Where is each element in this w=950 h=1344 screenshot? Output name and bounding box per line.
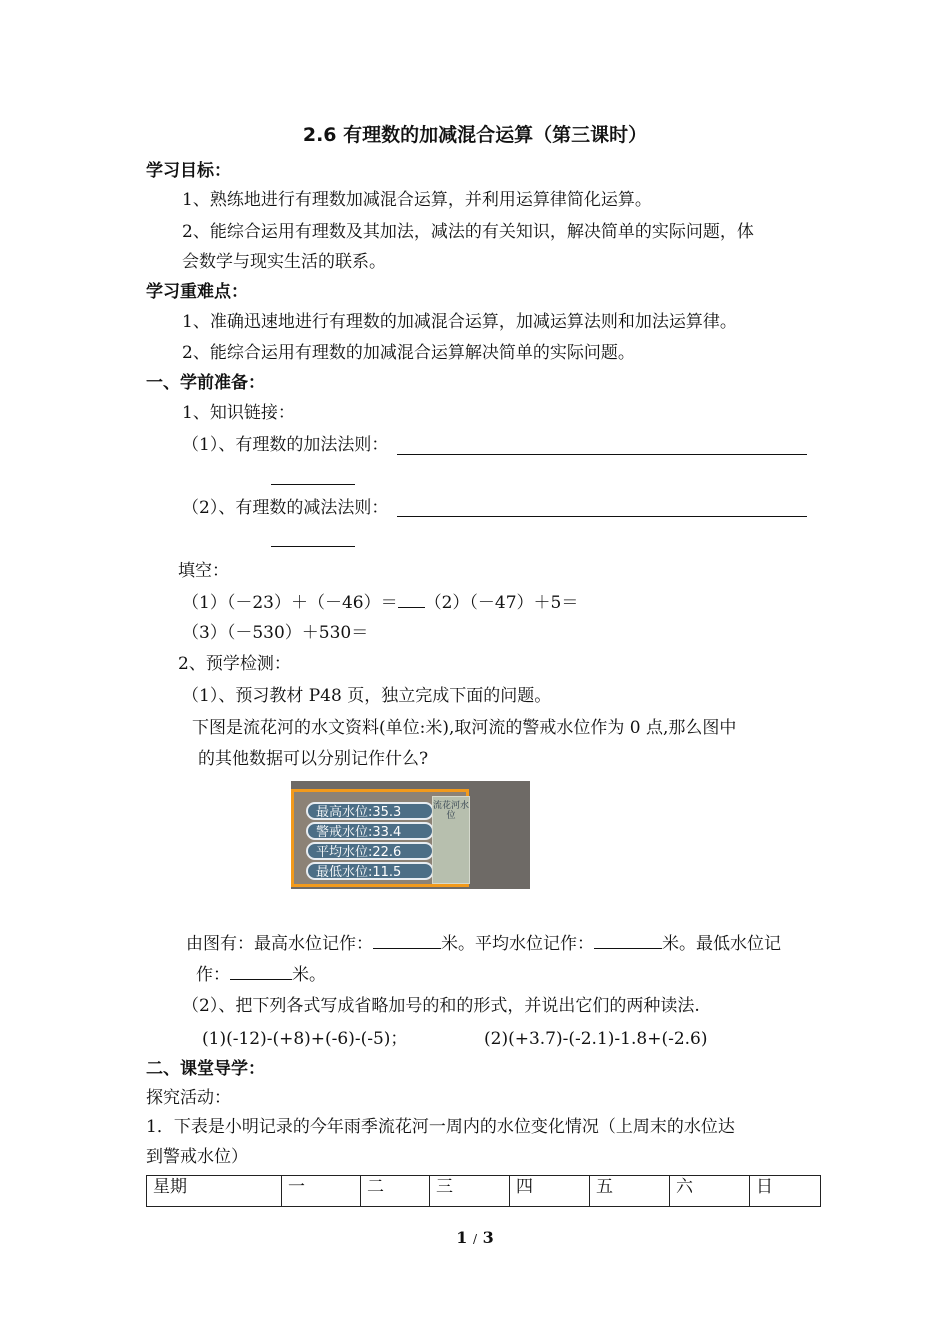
page-title: 2.6 有理数的加减混合运算（第三课时）: [302, 124, 648, 146]
answer-line-2: [196, 963, 326, 986]
table-header-cell: 四: [510, 1176, 590, 1207]
answer-lowest-label-cont: 作：: [196, 965, 230, 985]
answer-lowest-blank[interactable]: [230, 963, 292, 980]
expression-2: (2)(+3.7)-(-2.1)-1.8+(-2.6): [484, 1029, 708, 1049]
label-average: 平均水位:22.6: [306, 842, 434, 860]
subtraction-rule-label: （2）、有理数的减法法则：: [182, 498, 389, 518]
keypoints-heading: 学习重难点：: [146, 282, 248, 302]
table-header-cell: 五: [590, 1176, 670, 1207]
table-header-cell: 三: [430, 1176, 510, 1207]
problem-1-line2: 到警戒水位）: [146, 1147, 248, 1167]
table-header-cell: 星期: [147, 1176, 282, 1207]
question-1-text-line2: 的其他数据可以分别记作什么?: [198, 749, 429, 769]
page-number: 1 / 3: [456, 1228, 494, 1247]
label-lowest: 最低水位:11.5: [306, 862, 434, 880]
current-page: 1: [456, 1228, 468, 1247]
explore-label: 探究活动：: [146, 1088, 231, 1108]
objective-2-line2: 会数学与现实生活的联系。: [182, 252, 386, 272]
fill-label: 填空：: [178, 561, 229, 581]
fill-1: （1）（－23）＋（－46）＝: [182, 593, 398, 613]
answer-average-blank[interactable]: [594, 932, 662, 949]
answer-average-label: 米。平均水位记作：: [441, 934, 594, 954]
water-level-figure: [291, 781, 530, 889]
objective-1: 1、熟练地进行有理数加减混合运算，并利用运算律简化运算。: [182, 190, 652, 210]
table-header-row: [147, 1176, 821, 1207]
keypoint-1: 1、准确迅速地进行有理数的加减混合运算，加减运算法则和加法运算律。: [182, 312, 737, 332]
classroom-heading: 二、课堂导学：: [146, 1059, 265, 1079]
table-header-cell: 二: [361, 1176, 430, 1207]
subtraction-rule-blank[interactable]: [397, 516, 807, 517]
question-1: （1）、预习教材 P48 页，独立完成下面的问题。: [182, 686, 552, 706]
problem-1-line1: 1．下表是小明记录的今年雨季流花河一周内的水位变化情况（上周末的水位达: [146, 1117, 735, 1137]
answer-highest-label: 由图有：最高水位记作：: [186, 934, 373, 954]
pretest-label: 2、预学检测：: [178, 654, 291, 674]
answer-highest-blank[interactable]: [373, 932, 441, 949]
table-header-cell: 一: [282, 1176, 361, 1207]
answer-unit: 米。: [292, 965, 326, 985]
answer-lowest-label: 米。最低水位记: [662, 934, 781, 954]
total-pages: 3: [482, 1228, 494, 1247]
fill-2: （2）（－47）＋5＝: [424, 593, 579, 613]
expression-1: (1)(-12)-(+8)+(-6)-(-5)；: [202, 1029, 408, 1049]
table-header-cell: 日: [750, 1176, 821, 1207]
addition-rule-blank-cont[interactable]: [271, 484, 355, 485]
water-level-table: [146, 1175, 821, 1207]
keypoint-2: 2、能综合运用有理数的加减混合运算解决简单的实际问题。: [182, 343, 635, 363]
prep-heading: 一、学前准备：: [146, 373, 265, 393]
table-header-cell: 六: [670, 1176, 750, 1207]
question-2: （2）、把下列各式写成省略加号的和的形式，并说出它们的两种读法.: [182, 996, 700, 1016]
knowledge-link: 1、知识链接：: [182, 403, 295, 423]
fill-3: （3）（－530）＋530＝: [182, 623, 369, 643]
objectives-heading: 学习目标：: [146, 161, 231, 181]
addition-rule-blank[interactable]: [397, 454, 807, 455]
answer-line-1: [186, 932, 781, 955]
label-warning: 警戒水位:33.4: [306, 822, 434, 840]
subtraction-rule-blank-cont[interactable]: [271, 546, 355, 547]
fill-row-1: [182, 591, 578, 614]
label-highest: 最高水位:35.3: [306, 802, 434, 820]
question-1-text-line1: 下图是流花河的水文资料(单位:米),取河流的警戒水位作为 0 点,那么图中: [192, 718, 737, 738]
fill-1-blank[interactable]: [398, 591, 425, 608]
objective-2-line1: 2、能综合运用有理数及其加法，减法的有关知识，解决简单的实际问题，体: [182, 222, 754, 242]
addition-rule-label: （1）、有理数的加法法则：: [182, 435, 389, 455]
water-gauge-tower: 流花河水位: [432, 796, 470, 884]
water-level-frame: [291, 789, 469, 887]
